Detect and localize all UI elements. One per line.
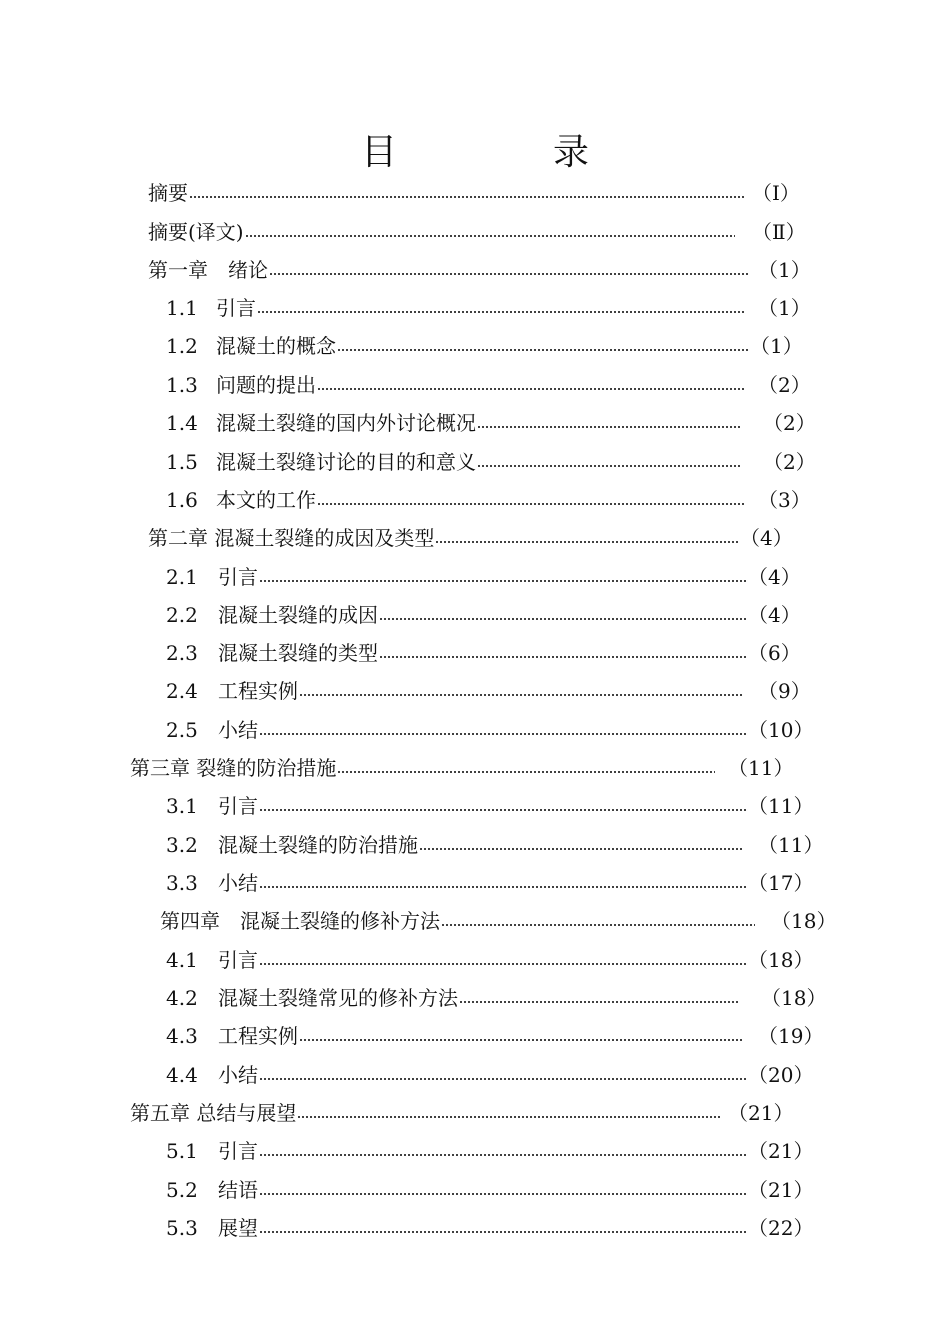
- toc-entry-page: （19）: [758, 1024, 824, 1048]
- toc-entry-page: （1）: [750, 334, 803, 358]
- toc-entry[interactable]: [0, 832, 950, 858]
- toc-entry-page: （21）: [748, 1178, 814, 1202]
- toc-entry[interactable]: [0, 1023, 950, 1049]
- toc-entry[interactable]: [0, 1177, 950, 1203]
- toc-entry-page: （3）: [758, 488, 811, 512]
- toc-entry[interactable]: [0, 487, 950, 513]
- toc-entry-number: 1.2: [166, 334, 198, 358]
- toc-entry-title: 展望: [218, 1216, 258, 1240]
- toc-entry[interactable]: [0, 372, 950, 398]
- toc-entry-page: （9）: [758, 679, 811, 703]
- toc-entry-title: 第三章 裂缝的防治措施: [130, 756, 337, 780]
- toc-entry-title: 混凝土裂缝常见的修补方法: [218, 986, 458, 1010]
- toc-entry[interactable]: [0, 985, 950, 1011]
- dot-leader: [299, 1023, 742, 1049]
- toc-entry-number: 2.4: [166, 679, 198, 703]
- dot-leader: [477, 410, 740, 436]
- toc-entry[interactable]: [0, 908, 950, 934]
- toc-entry-title: 小结: [218, 1063, 258, 1087]
- toc-entry-page: （18）: [761, 986, 827, 1010]
- toc-entry-title: 摘要: [148, 181, 188, 205]
- toc-entry-title: 第一章 绪论: [148, 258, 268, 282]
- toc-entry[interactable]: [0, 525, 950, 551]
- toc-entry-number: 1.1: [166, 296, 198, 320]
- toc-entry-title: 小结: [218, 718, 258, 742]
- toc-entry[interactable]: [0, 1215, 950, 1241]
- toc-entry-number: 3.1: [166, 794, 198, 818]
- toc-entry-title: 引言: [218, 565, 258, 589]
- toc-entry[interactable]: [0, 793, 950, 819]
- toc-entry-title: 结语: [218, 1178, 258, 1202]
- toc-entry-page: （18）: [771, 909, 837, 933]
- dot-leader: [477, 449, 740, 475]
- toc-entry-page: （4）: [748, 603, 801, 627]
- toc-entry-number: 1.5: [166, 450, 198, 474]
- toc-entry-page: （4）: [748, 565, 801, 589]
- toc-entry-title: 摘要(译文): [148, 220, 244, 244]
- dot-leader: [299, 678, 742, 704]
- toc-entry[interactable]: [0, 180, 950, 206]
- toc-entry-page: （2）: [763, 411, 816, 435]
- toc-entry-title: 问题的提出: [216, 373, 316, 397]
- toc-entry-page: （18）: [748, 948, 814, 972]
- toc-entry-number: 5.1: [166, 1139, 198, 1163]
- toc-entry-title: 混凝土裂缝讨论的目的和意义: [216, 450, 476, 474]
- toc-entry-number: 2.5: [166, 718, 198, 742]
- toc-entry-page: （11）: [758, 833, 824, 857]
- toc-entry-number: 1.4: [166, 411, 198, 435]
- toc-entry-title: 小结: [218, 871, 258, 895]
- toc-entry-title: 混凝土裂缝的防治措施: [218, 833, 418, 857]
- toc-entry-number: 5.2: [166, 1178, 198, 1202]
- dot-leader: [259, 870, 748, 896]
- toc-entry-page: （6）: [748, 641, 801, 665]
- toc-entry-title: 引言: [218, 948, 258, 972]
- toc-entry-title: 混凝土裂缝的类型: [218, 641, 378, 665]
- toc-entry-number: 4.4: [166, 1063, 198, 1087]
- toc-entry[interactable]: [0, 1062, 950, 1088]
- toc-entry-page: （21）: [728, 1101, 794, 1125]
- toc-entry-number: 3.3: [166, 871, 198, 895]
- toc-entry[interactable]: [0, 449, 950, 475]
- dot-leader: [259, 717, 748, 743]
- toc-entry-number: 4.1: [166, 948, 198, 972]
- toc-entry-title: 混凝土裂缝的国内外讨论概况: [216, 411, 476, 435]
- toc-entry-title: 第五章 总结与展望: [130, 1101, 297, 1125]
- toc-entry-page: （1）: [758, 258, 811, 282]
- dot-leader: [245, 219, 735, 245]
- dot-leader: [259, 1215, 748, 1241]
- toc-entry-title: 第四章 混凝土裂缝的修补方法: [160, 909, 440, 933]
- toc-entry[interactable]: [0, 602, 950, 628]
- toc-entry-title: 引言: [218, 794, 258, 818]
- toc-entry-page: （2）: [758, 373, 811, 397]
- toc-entry-number: 1.3: [166, 373, 198, 397]
- toc-entry-number: 4.2: [166, 986, 198, 1010]
- dot-leader: [317, 372, 745, 398]
- toc-entry-number: 5.3: [166, 1216, 198, 1240]
- dot-leader: [337, 333, 750, 359]
- toc-entry-title: 混凝土裂缝的成因: [218, 603, 378, 627]
- toc-entry-page: （22）: [748, 1216, 814, 1240]
- toc-entry[interactable]: [0, 219, 950, 245]
- dot-leader: [337, 755, 715, 781]
- toc-entry-page: （17）: [748, 871, 814, 895]
- toc-entry[interactable]: [0, 410, 950, 436]
- toc-entry[interactable]: [0, 678, 950, 704]
- toc-entry-number: 2.1: [166, 565, 198, 589]
- toc-entry[interactable]: [0, 1138, 950, 1164]
- dot-leader: [435, 525, 738, 551]
- dot-leader: [269, 257, 748, 283]
- toc-entry[interactable]: [0, 947, 950, 973]
- toc-entry-number: 2.3: [166, 641, 198, 665]
- toc-entry-page: （20）: [748, 1063, 814, 1087]
- toc-entry-page: （1）: [758, 296, 811, 320]
- toc-entry[interactable]: [0, 755, 950, 781]
- toc-entry-page: （11）: [728, 756, 794, 780]
- toc-entry-title: 混凝土的概念: [216, 334, 336, 358]
- dot-leader: [259, 1062, 748, 1088]
- dot-leader: [459, 985, 738, 1011]
- toc-entry-page: （Ⅱ）: [752, 220, 806, 244]
- dot-leader: [419, 832, 742, 858]
- toc-entry-number: 1.6: [166, 488, 198, 512]
- dot-leader: [297, 1100, 722, 1126]
- toc-entry[interactable]: [0, 717, 950, 743]
- dot-leader: [259, 793, 748, 819]
- dot-leader: [259, 564, 748, 590]
- toc-entry[interactable]: [0, 257, 950, 283]
- toc-entry-title: 引言: [218, 1139, 258, 1163]
- toc-entry-page: （2）: [763, 450, 816, 474]
- toc-entry[interactable]: [0, 564, 950, 590]
- dot-leader: [259, 1177, 748, 1203]
- dot-leader: [441, 908, 755, 934]
- page-title: 目 录: [360, 132, 649, 173]
- dot-leader: [259, 947, 748, 973]
- toc-entry[interactable]: [0, 1100, 950, 1126]
- dot-leader: [189, 180, 745, 206]
- toc-entry-page: （10）: [748, 718, 814, 742]
- toc-entry-page: （4）: [740, 526, 793, 550]
- dot-leader: [317, 487, 745, 513]
- toc-entry-number: 3.2: [166, 833, 198, 857]
- toc-entry-page: （11）: [748, 794, 814, 818]
- toc-entry-title: 工程实例: [218, 679, 298, 703]
- dot-leader: [257, 295, 745, 321]
- toc-entry-title: 第二章 混凝土裂缝的成因及类型: [148, 526, 435, 550]
- toc-entry[interactable]: [0, 870, 950, 896]
- toc-entry-title: 引言: [216, 296, 256, 320]
- toc-entry-page: （Ⅰ）: [752, 181, 800, 205]
- dot-leader: [259, 1138, 748, 1164]
- toc-entry-title: 本文的工作: [216, 488, 316, 512]
- toc-entry[interactable]: [0, 295, 950, 321]
- toc-entry[interactable]: [0, 333, 950, 359]
- toc-entry[interactable]: [0, 640, 950, 666]
- toc-entry-title: 工程实例: [218, 1024, 298, 1048]
- toc-entry-number: 2.2: [166, 603, 198, 627]
- dot-leader: [379, 640, 748, 666]
- toc-entry-number: 4.3: [166, 1024, 198, 1048]
- dot-leader: [379, 602, 748, 628]
- toc-entry-page: （21）: [748, 1139, 814, 1163]
